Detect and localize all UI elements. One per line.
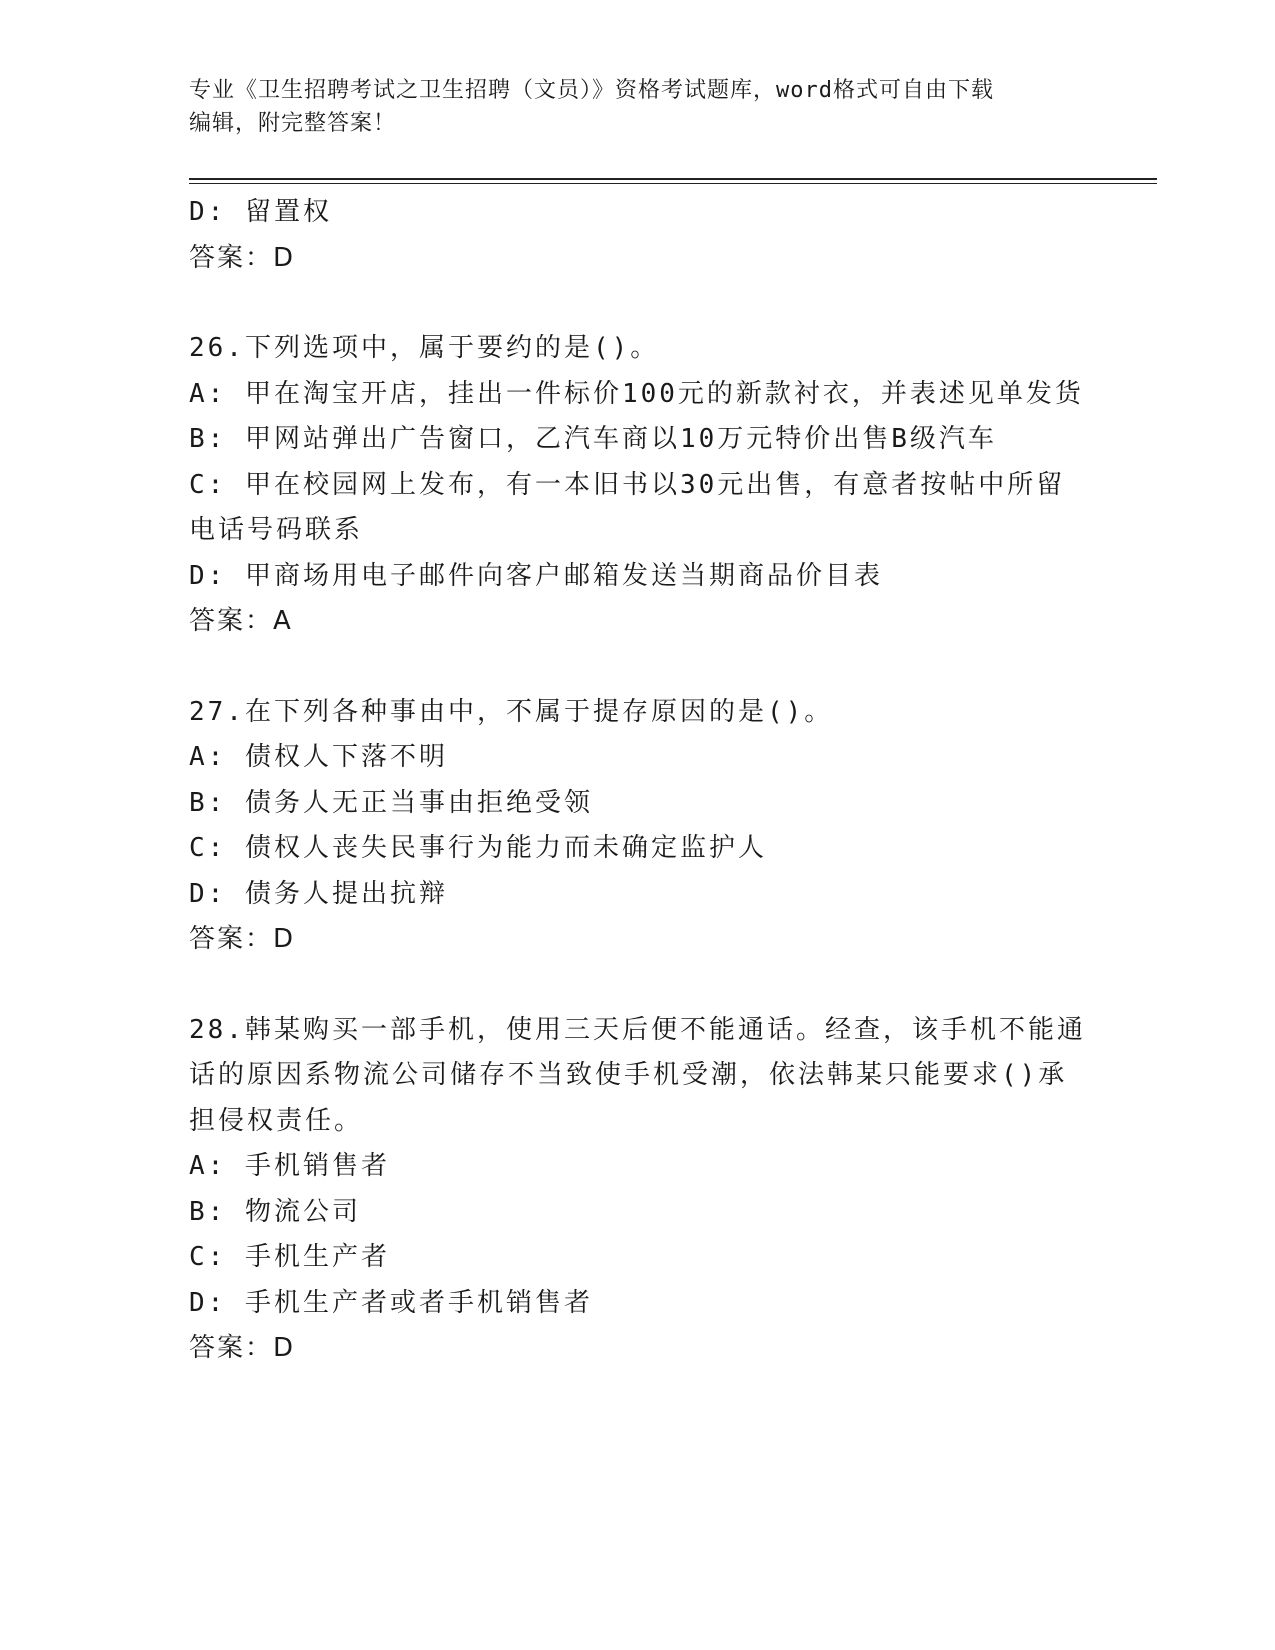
question-content <box>189 190 1089 1372</box>
answer-label: 答案：D <box>189 1333 296 1363</box>
question-28 <box>189 1008 1089 1372</box>
option-a: A: 债权人下落不明 <box>189 742 448 772</box>
spacer <box>189 281 1089 326</box>
option-b: B: 物流公司 <box>189 1196 361 1227</box>
question-stem: 28.韩某购买一部手机，使用三天后便不能通话。经查，该手机不能通 <box>189 1014 1086 1045</box>
answer-label: 答案：A <box>189 606 293 636</box>
spacer <box>189 645 1089 690</box>
page-header <box>189 74 1089 140</box>
answer-label: 答案：D <box>189 924 296 954</box>
option-b: B: 甲网站弹出广告窗口，乙汽车商以10万元特价出售B级汽车 <box>189 424 997 454</box>
question-stem: 26.下列选项中，属于要约的是()。 <box>189 333 660 363</box>
question-27 <box>189 690 1089 963</box>
option-d: D: 手机生产者或者手机销售者 <box>189 1287 593 1318</box>
option-c: C: 甲在校园网上发布，有一本旧书以30元出售，有意者按帖中所留 <box>189 469 1066 500</box>
option-a: A: 甲在淘宝开店，挂出一件标价100元的新款衬衣，并表述见单发货 <box>189 378 1084 409</box>
header-divider-thick <box>189 178 1157 180</box>
option-d: D: 甲商场用电子邮件向客户邮箱发送当期商品价目表 <box>189 560 883 591</box>
header-line-1: 专业《卫生招聘考试之卫生招聘（文员）》资格考试题库，word格式可自由下载 <box>189 78 994 103</box>
spacer <box>189 963 1089 1008</box>
question-stem: 27.在下列各种事由中，不属于提存原因的是()。 <box>189 696 834 727</box>
question-stem-continued: 话的原因系物流公司储存不当致使手机受潮，依法韩某只能要求()承 <box>189 1060 1068 1090</box>
question-stem-continued: 担侵权责任。 <box>189 1105 364 1136</box>
question-26 <box>189 326 1089 645</box>
answer-label: 答案：D <box>189 242 296 273</box>
option-a: A: 手机销售者 <box>189 1151 390 1181</box>
previous-question-tail <box>189 190 1089 281</box>
option-d: D: 留置权 <box>189 197 332 227</box>
option-c: C: 手机生产者 <box>189 1242 390 1272</box>
option-d: D: 债务人提出抗辩 <box>189 878 448 909</box>
option-c: C: 债权人丧失民事行为能力而未确定监护人 <box>189 833 767 863</box>
header-line-2: 编辑，附完整答案！ <box>189 111 397 136</box>
option-b: B: 债务人无正当事由拒绝受领 <box>189 787 593 818</box>
option-c-continued: 电话号码联系 <box>189 515 364 545</box>
header-divider-thin <box>189 183 1157 184</box>
